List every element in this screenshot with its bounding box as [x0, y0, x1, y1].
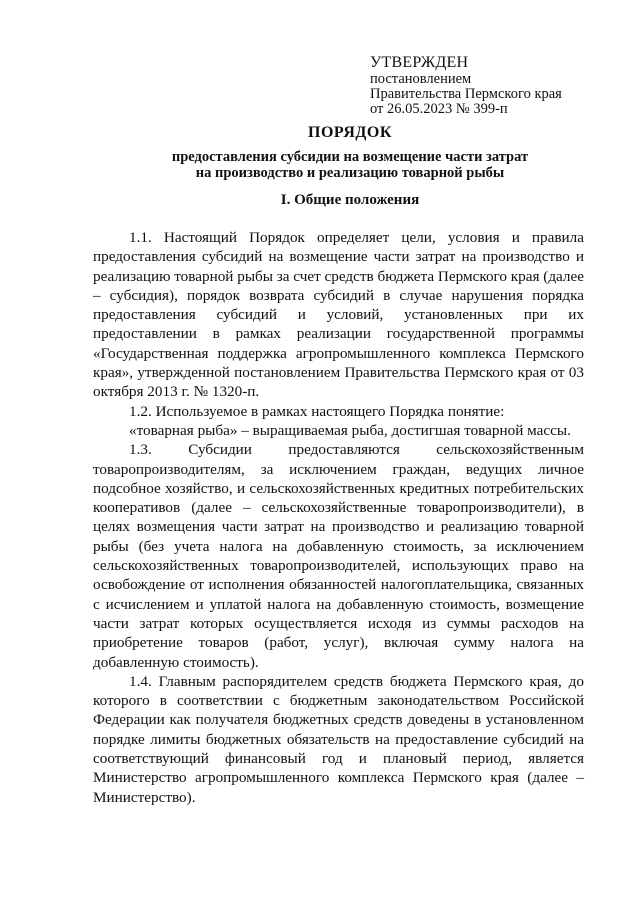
approval-line-3: от 26.05.2023 № 399-п — [370, 101, 508, 117]
document-subtitle-line-2: на производство и реализацию товарной рыбы — [195, 164, 505, 181]
document-subtitle — [60, 150, 640, 181]
document-subtitle-line-1: предоставления субсидии на возмещение части затрат — [171, 149, 529, 165]
paragraph-1-4: 1.4. Главным распорядителем средств бюджета Пермского края, до которого в соответствии с бюджетным законодательством Российской Федерации как получателя бюджетных средств доведены в установленном порядке лимиты бюджетных обязательств на предоставление субсидий на соответствующий финансовый год и плановый период, является Министерство агропромышленного комплекса Пермского края (далее – Министерство). — [93, 672, 584, 806]
approval-stamp — [370, 54, 610, 117]
approval-line-1: постановлением — [370, 71, 472, 87]
approval-heading: УТВЕРЖДЕН — [370, 54, 469, 71]
document-body — [93, 228, 584, 807]
paragraph-1-1: 1.1. Настоящий Порядок определяет цели, условия и правила предоставления субсидий на возмещение части затрат на производство и реализацию товарной рыбы за счет средств бюджета Пермского края (далее – субсидия), порядок возврата субсидий в случае нарушения порядка предоставления субсидий и условий, установленных при их предоставлении в рамках реализации государственной программы «Государственная поддержка агропромышленного комплекса Пермского края», утвержденной постановлением Правительства Пермского края от 03 октября 2013 г. № 1320-п. — [93, 229, 584, 401]
paragraph-1-3: 1.3. Субсидии предоставляются сельскохозяйственным товаропроизводителям, за исключением граждан, ведущих личное подсобное хозяйство, и сельскохозяйственных кредитных потребительских кооперативов (далее – сельскохозяйственные товаропроизводители), в целях возмещения части затрат на производство и реализацию товарной рыбы (без учета налога на добавленную стоимость, за исключением сельскохозяйственных товаропроизводителей, использующих право на освобождение от исполнения обязанностей налогоплательщика, связанных с исчислением и уплатой налога на добавленную стоимость, возмещение части затрат которых осуществляется исходя из суммы расходов на приобретение товаров (работ, услуг), включая сумму налога на добавленную стоимость). — [93, 441, 584, 671]
approval-line-2: Правительства Пермского края — [370, 86, 562, 102]
section-heading: I. Общие положения — [280, 192, 420, 208]
paragraph-1-2: 1.2. Используемое в рамках настоящего Порядка понятие: — [129, 402, 505, 420]
document-title: ПОРЯДОК — [308, 124, 392, 141]
paragraph-definition: «товарная рыба» – выращиваемая рыба, достигшая товарной массы. — [129, 421, 571, 439]
